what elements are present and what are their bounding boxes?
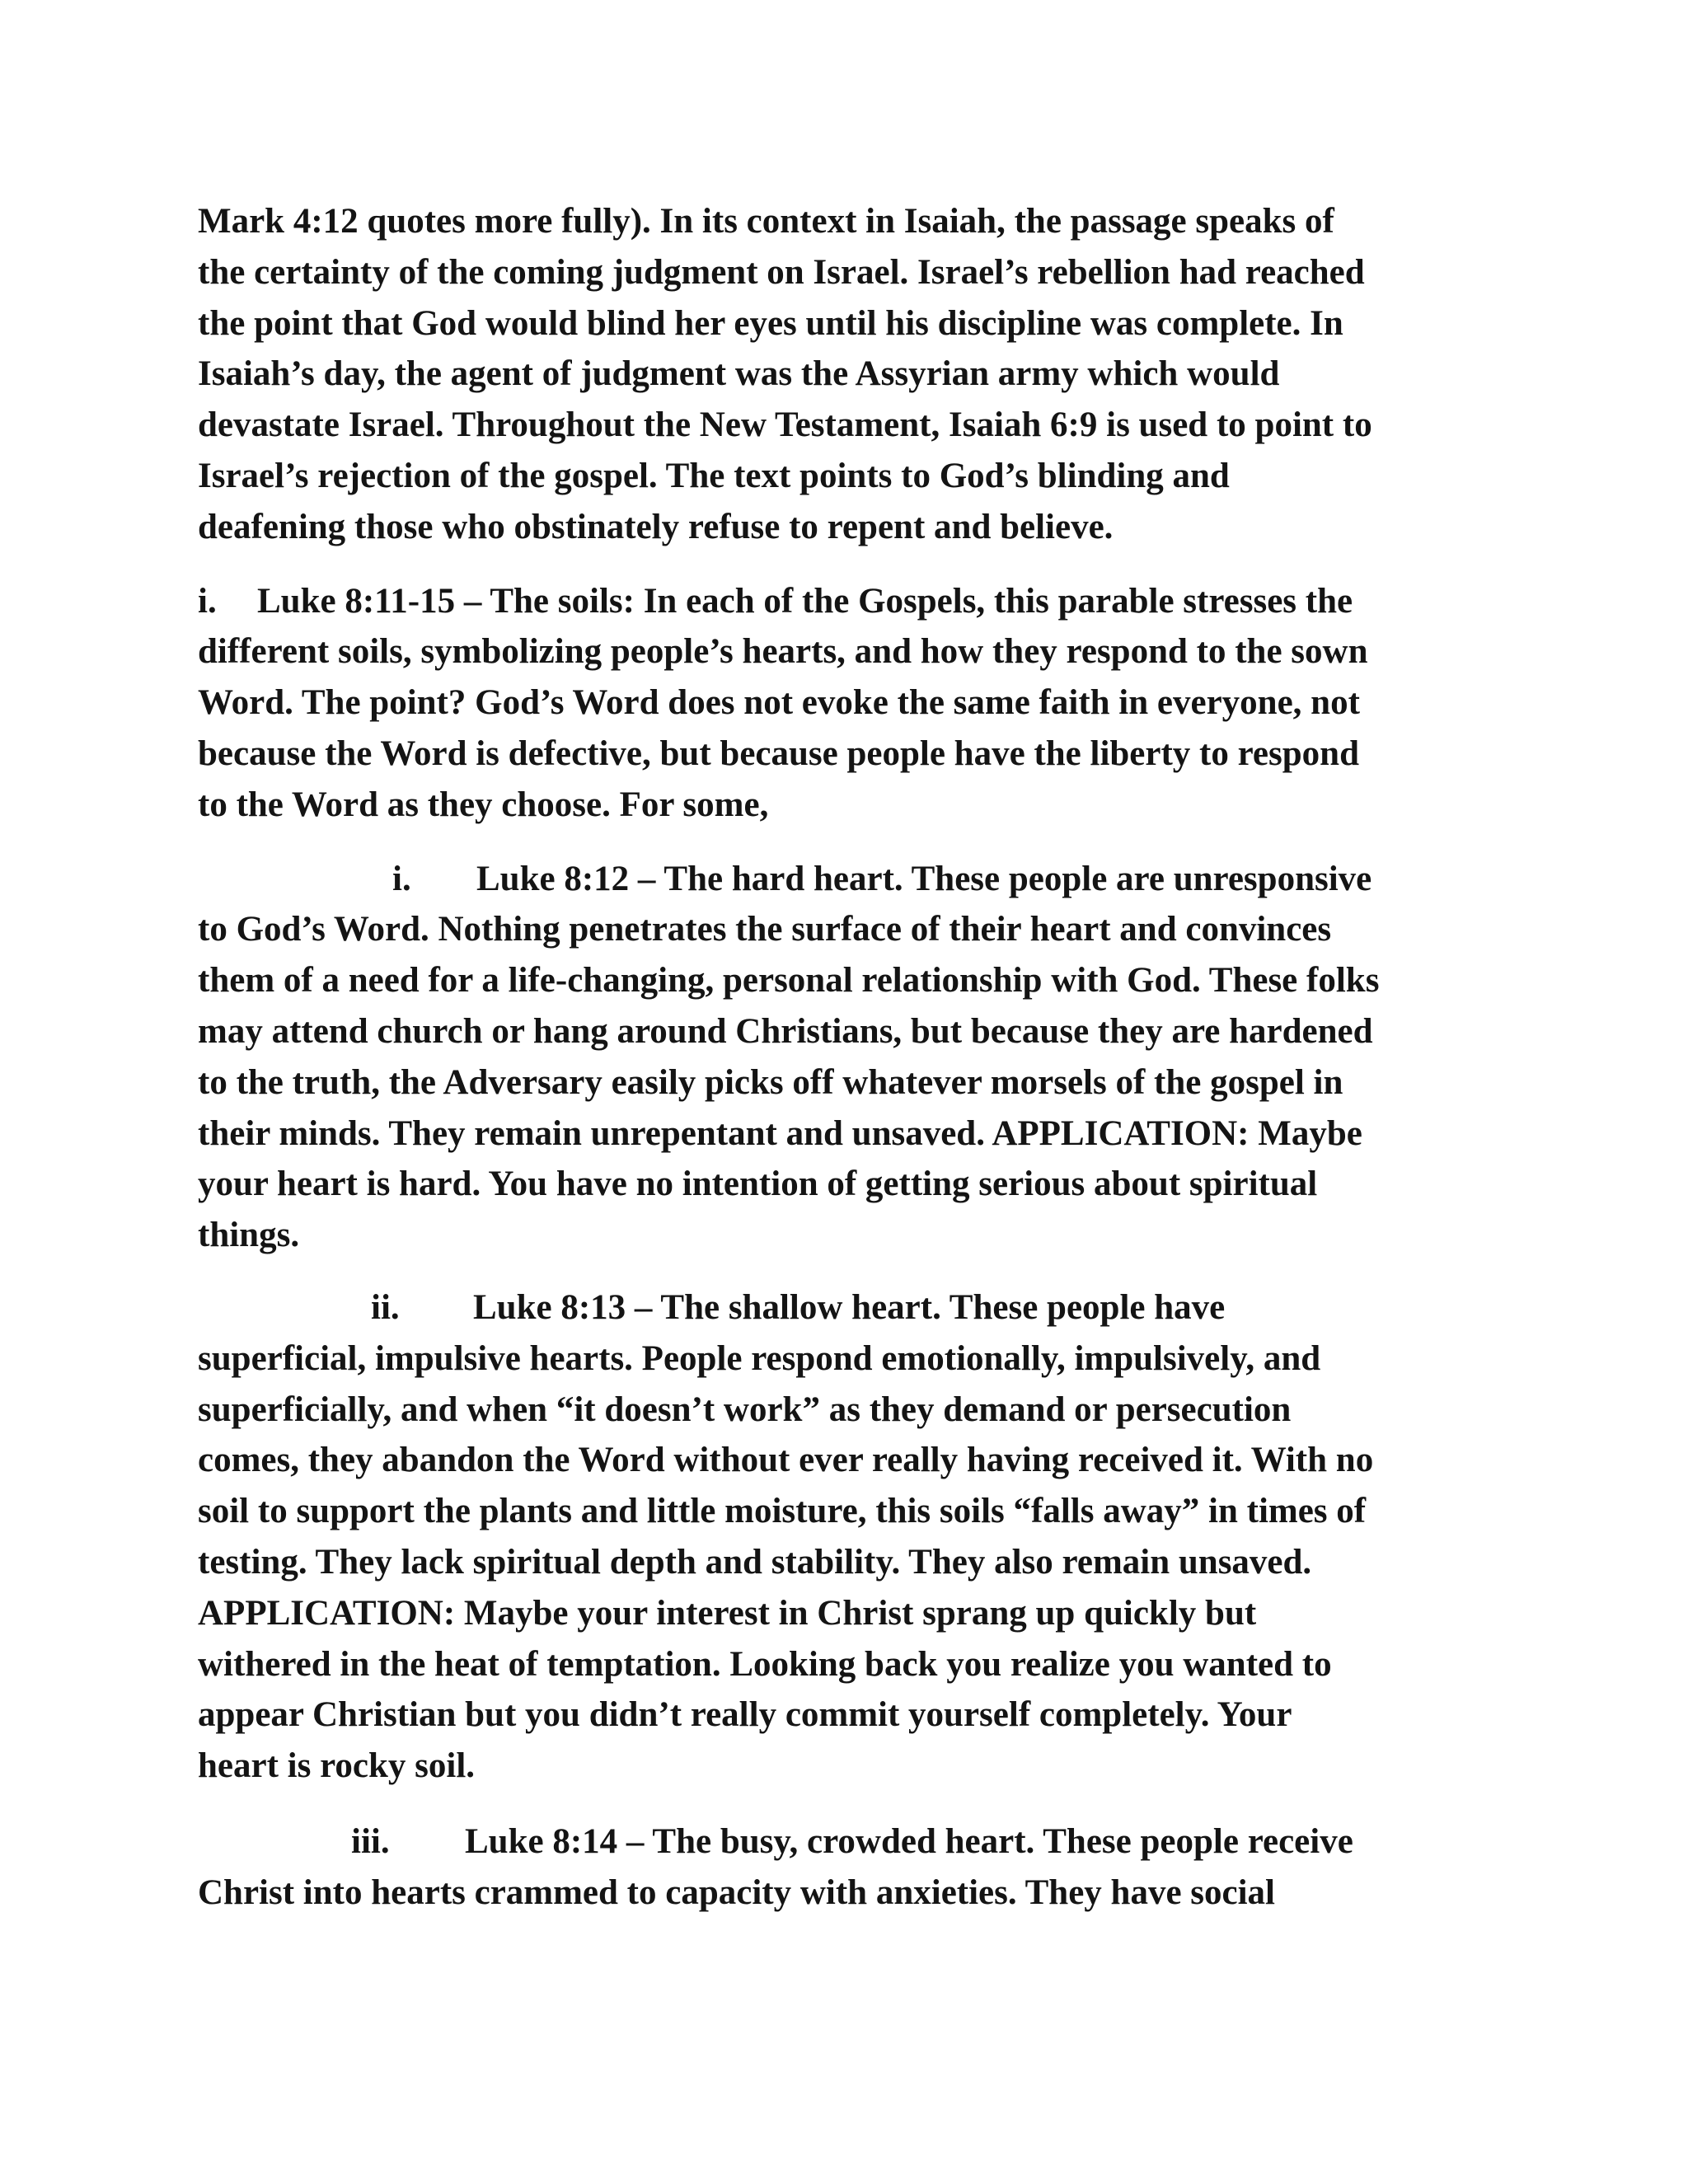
list-marker: ii. [371, 1287, 400, 1327]
paragraph-shallow-heart [198, 1282, 1484, 1792]
paragraph-hard-heart [198, 854, 1484, 1261]
paragraph-luke-8-11-15 [198, 576, 1484, 831]
list-marker: iii. [351, 1821, 390, 1861]
paragraph-text: Luke 8:11-15 – The soils: In each of the Gospels, this parable stresses the different soils, symbolizing people’s hearts, and how they respond to the sown Word. The point? God’s Word does not evoke the same faith in everyone, not because the Word is defective, but because people have the liberty to respond to the Word as they choose. For some, [198, 581, 1368, 824]
paragraph-text: Luke 8:14 – The busy, crowded heart. These people receive Christ into hearts crammed to capacity with anxieties. They have social [198, 1821, 1353, 1912]
list-marker: i. [392, 859, 411, 898]
paragraph-crowded-heart [198, 1816, 1484, 1919]
paragraph-text: Luke 8:13 – The shallow heart. These people have superficial, impulsive hearts. People respond emotionally, impulsively, and superficially, and when “it doesn’t work” as they demand or persecution comes, they abandon the Word without ever really having received it. With no soil to support the plants and little moisture, this soils “falls away” in times of testing. They lack spiritual depth and stability. They also remain unsaved. APPLICATION: Maybe your interest in Christ sprang up quickly but withered in the heat of temptation. Looking back you realize you wanted to appear Christian but you didn’t really commit yourself completely. Your heart is rocky soil. [198, 1287, 1374, 1786]
document-page [198, 196, 1484, 1919]
paragraph-intro [198, 196, 1484, 553]
list-marker: i. [198, 581, 217, 621]
paragraph-text: Luke 8:12 – The hard heart. These people are unresponsive to God’s Word. Nothing penetrates the surface of their heart and convinces them of a need for a life-changing, personal relationship with God. These folks may attend church or hang around Christians, but because they are hardened to the truth, the Adversary easily picks off whatever morsels of the gospel in their minds. They remain unrepentant and unsaved. APPLICATION: Maybe your heart is hard. You have no intention of getting serious about spiritual things. [198, 859, 1380, 1255]
paragraph-text: Mark 4:12 quotes more fully). In its context in Isaiah, the passage speaks of the certainty of the coming judgment on Israel. Israel’s rebellion had reached the point that God would blind her eyes until his discipline was complete. In Isaiah’s day, the agent of judgment was the Assyrian army which would devastate Israel. Throughout the New Testament, Isaiah 6:9 is used to point to Israel’s rejection of the gospel. The text points to God’s blinding and deafening those who obstinately refuse to repent and believe. [198, 202, 1372, 546]
